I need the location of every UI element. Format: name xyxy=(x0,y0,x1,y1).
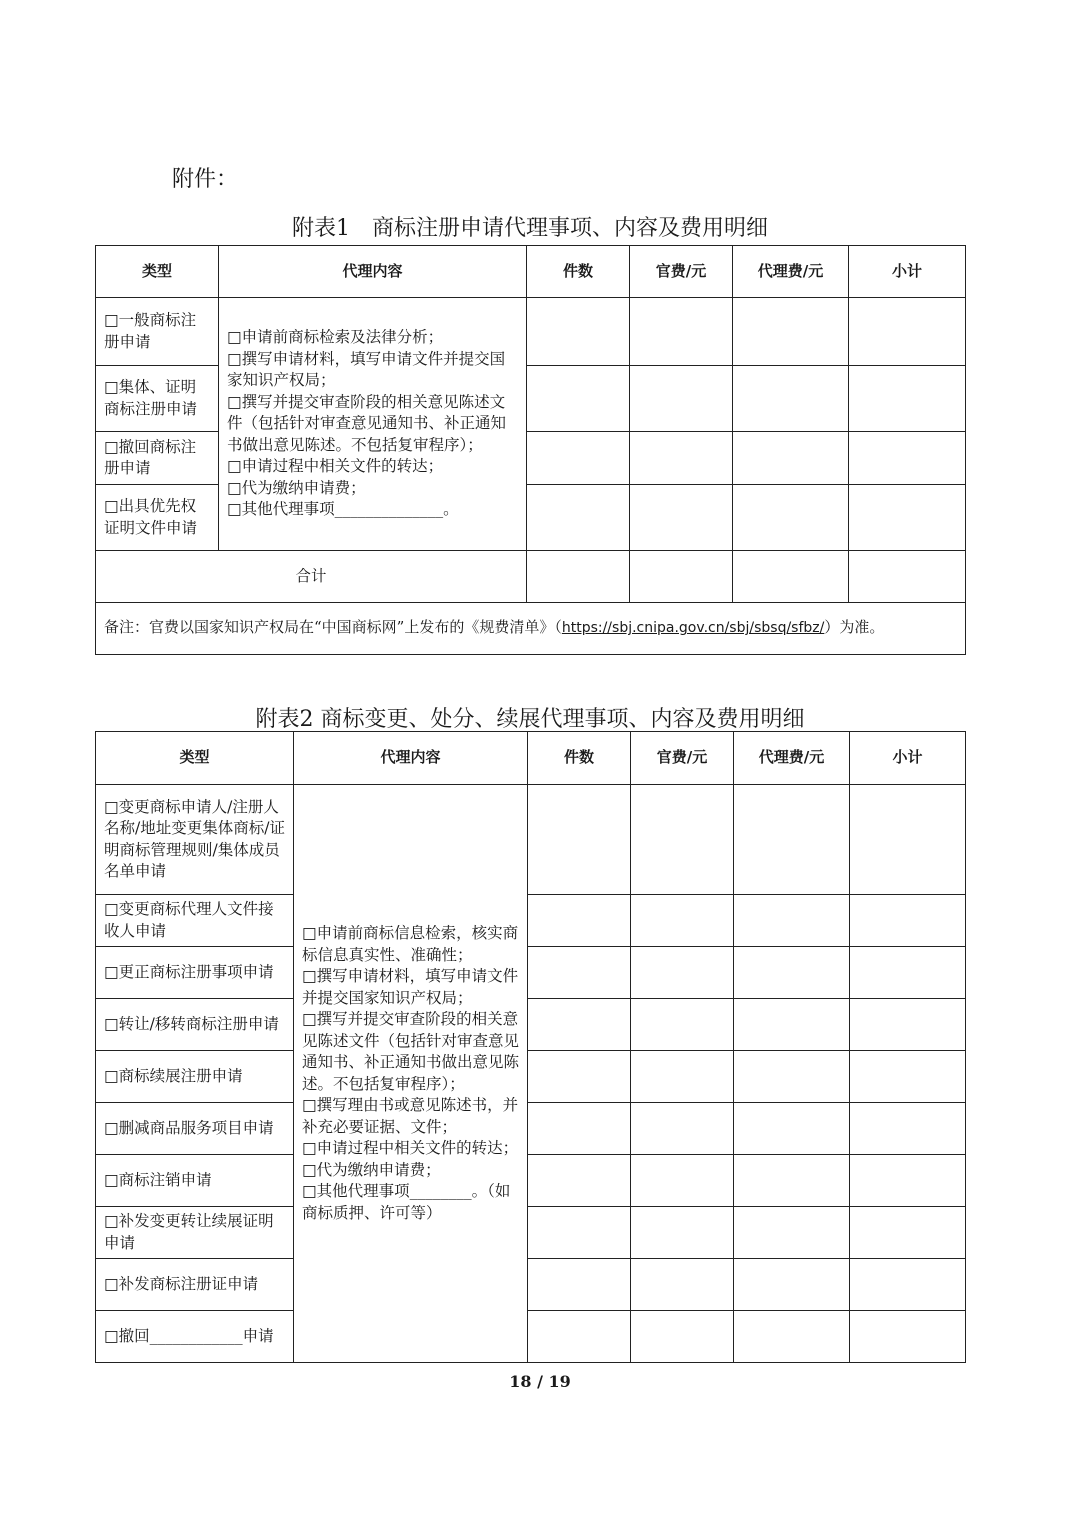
subtotal-cell[interactable] xyxy=(850,947,966,999)
table-row xyxy=(96,1103,966,1155)
agency-fee-cell[interactable] xyxy=(734,1051,850,1103)
count-cell[interactable] xyxy=(528,947,631,999)
official-fee-cell[interactable] xyxy=(631,785,734,895)
header-count: 件数 xyxy=(528,732,631,785)
official-fee-cell[interactable] xyxy=(631,1051,734,1103)
subtotal-cell[interactable] xyxy=(850,1155,966,1207)
count-cell[interactable] xyxy=(528,1103,631,1155)
agency-fee-cell[interactable] xyxy=(734,999,850,1051)
official-fee-cell[interactable] xyxy=(631,947,734,999)
subtotal-cell[interactable] xyxy=(849,298,966,366)
type-cell: □商标续展注册申请 xyxy=(96,1051,294,1103)
count-cell[interactable] xyxy=(528,895,631,947)
agency-content-cell xyxy=(294,785,528,1363)
type-cell: □撤回商标注册申请 xyxy=(96,432,219,485)
table-row xyxy=(96,1051,966,1103)
count-cell[interactable] xyxy=(527,432,630,485)
table-row xyxy=(96,1311,966,1363)
official-fee-cell[interactable] xyxy=(631,1103,734,1155)
note-suffix: ）为准。 xyxy=(824,618,885,637)
header-content: 代理内容 xyxy=(219,246,527,298)
agency-fee-cell[interactable] xyxy=(734,895,850,947)
table-row xyxy=(96,1207,966,1259)
count-cell[interactable] xyxy=(527,366,630,432)
count-cell[interactable] xyxy=(528,999,631,1051)
total-row xyxy=(96,551,966,603)
table1-header-row xyxy=(96,246,966,298)
table-row xyxy=(96,298,966,366)
subtotal-cell[interactable] xyxy=(850,1311,966,1363)
note-prefix: 备注：官费以国家知识产权局在“中国商标网”上发布的《规费清单》（ xyxy=(104,618,562,637)
header-subtotal: 小计 xyxy=(849,246,966,298)
table1 xyxy=(95,245,966,655)
count-cell[interactable] xyxy=(528,1051,631,1103)
subtotal-cell[interactable] xyxy=(850,1259,966,1311)
table-row xyxy=(96,947,966,999)
content-line: □撰写申请材料，填写申请文件并提交国家知识产权局； xyxy=(227,349,506,390)
agency-fee-cell[interactable] xyxy=(733,432,849,485)
agency-fee-cell[interactable] xyxy=(734,947,850,999)
content-line: □其他代理事项________。（如商标质押、许可等） xyxy=(302,1182,511,1222)
official-fee-cell[interactable] xyxy=(630,432,733,485)
subtotal-cell[interactable] xyxy=(850,1051,966,1103)
type-cell: □商标注销申请 xyxy=(96,1155,294,1207)
header-agency-fee: 代理费/元 xyxy=(734,732,850,785)
official-fee-cell[interactable] xyxy=(630,366,733,432)
count-cell[interactable] xyxy=(528,785,631,895)
count-cell[interactable] xyxy=(527,485,630,551)
table2-title: 附表2 商标变更、处分、续展代理事项、内容及费用明细 xyxy=(255,707,805,732)
table2 xyxy=(95,731,966,1363)
type-cell: □转让/移转商标注册申请 xyxy=(96,999,294,1051)
total-count-cell[interactable] xyxy=(527,551,630,603)
content-line: □申请前商标信息检索，核实商标信息真实性、准确性； xyxy=(302,924,519,964)
agency-fee-cell[interactable] xyxy=(734,1259,850,1311)
header-agency-fee: 代理费/元 xyxy=(733,246,849,298)
content-line: □其他代理事项______________。 xyxy=(227,500,459,519)
type-cell: □删减商品服务项目申请 xyxy=(96,1103,294,1155)
note-cell xyxy=(96,603,966,655)
header-type: 类型 xyxy=(96,246,219,298)
agency-fee-cell[interactable] xyxy=(734,785,850,895)
subtotal-cell[interactable] xyxy=(850,1207,966,1259)
type-cell: □集体、证明商标注册申请 xyxy=(96,366,219,432)
header-content: 代理内容 xyxy=(294,732,528,785)
total-official-fee-cell[interactable] xyxy=(630,551,733,603)
subtotal-cell[interactable] xyxy=(849,432,966,485)
content-line: □代为缴纳申请费； xyxy=(302,1160,441,1179)
official-fee-cell[interactable] xyxy=(631,1207,734,1259)
agency-fee-cell[interactable] xyxy=(734,1155,850,1207)
type-cell: □变更商标代理人文件接收人申请 xyxy=(96,895,294,947)
agency-fee-cell[interactable] xyxy=(733,485,849,551)
type-cell: □补发商标注册证申请 xyxy=(96,1259,294,1311)
header-official-fee: 官费/元 xyxy=(631,732,734,785)
table-row xyxy=(96,1259,966,1311)
official-fee-cell[interactable] xyxy=(631,1311,734,1363)
count-cell[interactable] xyxy=(528,1207,631,1259)
header-count: 件数 xyxy=(527,246,630,298)
table1-title: 附表1 商标注册申请代理事项、内容及费用明细 xyxy=(292,216,768,241)
content-line: □撰写理由书或意见陈述书，并补充必要证据、文件； xyxy=(302,1096,519,1136)
type-cell: □更正商标注册事项申请 xyxy=(96,947,294,999)
subtotal-cell[interactable] xyxy=(850,895,966,947)
official-fee-cell[interactable] xyxy=(631,999,734,1051)
type-cell: □撤回____________申请 xyxy=(96,1311,294,1363)
count-cell[interactable] xyxy=(528,1259,631,1311)
type-cell: □一般商标注册申请 xyxy=(96,298,219,366)
content-line: □撰写并提交审查阶段的相关意见陈述文件（包括针对审查意见通知书、补正通知书做出意见陈述。不包括复审程序）； xyxy=(227,392,507,454)
official-fee-cell[interactable] xyxy=(630,298,733,366)
table2-header-row xyxy=(96,732,966,785)
agency-fee-cell[interactable] xyxy=(734,1207,850,1259)
table-row xyxy=(96,1155,966,1207)
content-line: □撰写并提交审查阶段的相关意见陈述文件（包括针对审查意见通知书、补正通知书做出意见陈述。不包括复审程序）； xyxy=(302,1010,520,1093)
content-line: □申请过程中相关文件的转达； xyxy=(302,1139,519,1157)
header-type: 类型 xyxy=(96,732,294,785)
type-cell: □变更商标申请人/注册人名称/地址变更集体商标/证明商标管理规则/集体成员名单申请 xyxy=(96,785,294,895)
content-line: □代为缴纳申请费； xyxy=(227,478,366,497)
type-cell: □补发变更转让续展证明申请 xyxy=(96,1207,294,1259)
subtotal-cell[interactable] xyxy=(850,785,966,895)
fee-list-link[interactable]: https://sbj.cnipa.gov.cn/sbj/sbsq/sfbz/ xyxy=(561,620,825,637)
count-cell[interactable] xyxy=(528,1155,631,1207)
official-fee-cell[interactable] xyxy=(631,1259,734,1311)
agency-fee-cell[interactable] xyxy=(733,366,849,432)
agency-fee-cell[interactable] xyxy=(734,1103,850,1155)
page-number: 18 / 19 xyxy=(509,1372,571,1391)
content-line: □申请前商标检索及法律分析； xyxy=(227,328,444,347)
subtotal-cell[interactable] xyxy=(849,366,966,432)
official-fee-cell[interactable] xyxy=(631,895,734,947)
table-row xyxy=(96,785,966,895)
type-cell: □出具优先权证明文件申请 xyxy=(96,485,219,551)
content-line: □申请过程中相关文件的转达； xyxy=(227,457,444,476)
total-subtotal-cell[interactable] xyxy=(849,551,966,603)
table-row xyxy=(96,999,966,1051)
subtotal-cell[interactable] xyxy=(850,999,966,1051)
count-cell[interactable] xyxy=(528,1311,631,1363)
agency-fee-cell[interactable] xyxy=(734,1311,850,1363)
official-fee-cell[interactable] xyxy=(631,1155,734,1207)
subtotal-cell[interactable] xyxy=(850,1103,966,1155)
header-official-fee: 官费/元 xyxy=(630,246,733,298)
total-label: 合计 xyxy=(96,551,527,603)
header-subtotal: 小计 xyxy=(850,732,966,785)
content-line: □撰写申请材料，填写申请文件并提交国家知识产权局； xyxy=(302,967,519,1007)
total-agency-fee-cell[interactable] xyxy=(733,551,849,603)
note-row xyxy=(96,603,966,655)
attachment-label: 附件： xyxy=(172,167,239,192)
table-row xyxy=(96,895,966,947)
count-cell[interactable] xyxy=(527,298,630,366)
official-fee-cell[interactable] xyxy=(630,485,733,551)
agency-fee-cell[interactable] xyxy=(733,298,849,366)
subtotal-cell[interactable] xyxy=(849,485,966,551)
agency-content-cell xyxy=(219,298,527,551)
